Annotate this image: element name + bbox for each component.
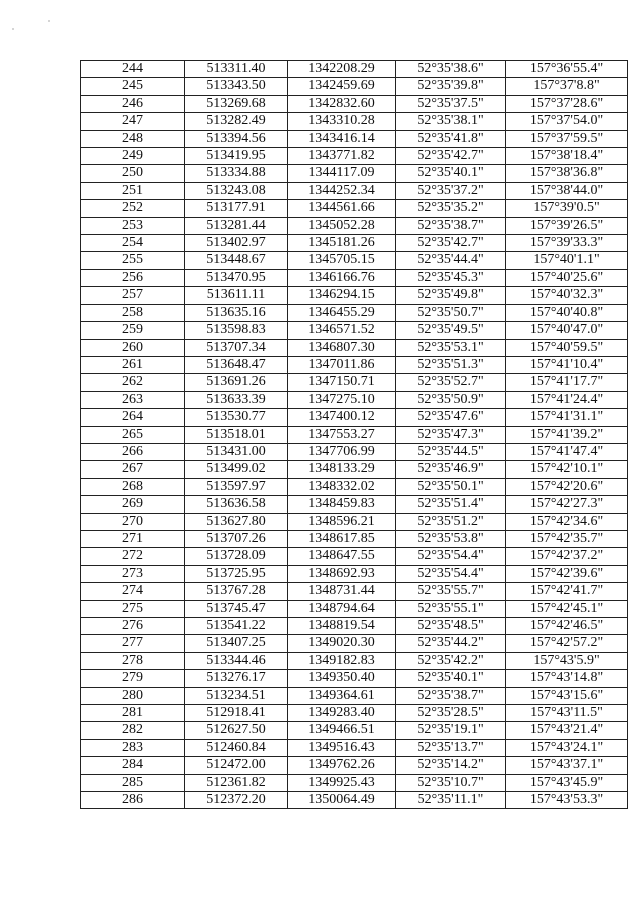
latitude-cell: 52°35'40.1"	[396, 670, 506, 687]
table-row	[81, 722, 628, 739]
latitude-cell: 52°35'44.4"	[396, 252, 506, 269]
latitude-cell: 52°35'51.4"	[396, 496, 506, 513]
table-row	[81, 374, 628, 391]
longitude-cell: 157°40'40.8"	[506, 304, 628, 321]
x-coordinate-cell: 513344.46	[185, 652, 288, 669]
point-number-cell: 279	[81, 670, 185, 687]
longitude-cell: 157°42'45.1"	[506, 600, 628, 617]
longitude-cell: 157°40'25.6"	[506, 269, 628, 286]
longitude-cell: 157°36'55.4"	[506, 61, 628, 78]
y-coordinate-cell: 1349466.51	[288, 722, 396, 739]
longitude-cell: 157°40'32.3"	[506, 287, 628, 304]
y-coordinate-cell: 1348133.29	[288, 461, 396, 478]
x-coordinate-cell: 512372.20	[185, 792, 288, 809]
y-coordinate-cell: 1347011.86	[288, 356, 396, 373]
y-coordinate-cell: 1349350.40	[288, 670, 396, 687]
latitude-cell: 52°35'46.9"	[396, 461, 506, 478]
latitude-cell: 52°35'28.5"	[396, 705, 506, 722]
table-row	[81, 461, 628, 478]
y-coordinate-cell: 1348459.83	[288, 496, 396, 513]
point-number-cell: 273	[81, 565, 185, 582]
table-row	[81, 496, 628, 513]
table-row	[81, 705, 628, 722]
y-coordinate-cell: 1350064.49	[288, 792, 396, 809]
point-number-cell: 269	[81, 496, 185, 513]
y-coordinate-cell: 1345181.26	[288, 235, 396, 252]
point-number-cell: 256	[81, 269, 185, 286]
latitude-cell: 52°35'53.1"	[396, 339, 506, 356]
longitude-cell: 157°43'37.1"	[506, 757, 628, 774]
x-coordinate-cell: 513633.39	[185, 391, 288, 408]
latitude-cell: 52°35'45.3"	[396, 269, 506, 286]
y-coordinate-cell: 1348794.64	[288, 600, 396, 617]
x-coordinate-cell: 513311.40	[185, 61, 288, 78]
y-coordinate-cell: 1344561.66	[288, 200, 396, 217]
point-number-cell: 249	[81, 148, 185, 165]
longitude-cell: 157°37'54.0"	[506, 113, 628, 130]
point-number-cell: 286	[81, 792, 185, 809]
y-coordinate-cell: 1347150.71	[288, 374, 396, 391]
point-number-cell: 271	[81, 530, 185, 547]
latitude-cell: 52°35'39.8"	[396, 78, 506, 95]
latitude-cell: 52°35'42.2"	[396, 652, 506, 669]
longitude-cell: 157°43'15.6"	[506, 687, 628, 704]
x-coordinate-cell: 513234.51	[185, 687, 288, 704]
latitude-cell: 52°35'38.1"	[396, 113, 506, 130]
x-coordinate-cell: 513281.44	[185, 217, 288, 234]
point-number-cell: 268	[81, 478, 185, 495]
table-row	[81, 287, 628, 304]
y-coordinate-cell: 1348596.21	[288, 513, 396, 530]
latitude-cell: 52°35'52.7"	[396, 374, 506, 391]
x-coordinate-cell: 513745.47	[185, 600, 288, 617]
longitude-cell: 157°43'53.3"	[506, 792, 628, 809]
latitude-cell: 52°35'51.3"	[396, 356, 506, 373]
x-coordinate-cell: 513243.08	[185, 182, 288, 199]
point-number-cell: 253	[81, 217, 185, 234]
point-number-cell: 255	[81, 252, 185, 269]
latitude-cell: 52°35'49.5"	[396, 322, 506, 339]
x-coordinate-cell: 513707.26	[185, 530, 288, 547]
point-number-cell: 275	[81, 600, 185, 617]
longitude-cell: 157°43'5.9"	[506, 652, 628, 669]
x-coordinate-cell: 513635.16	[185, 304, 288, 321]
latitude-cell: 52°35'35.2"	[396, 200, 506, 217]
longitude-cell: 157°42'35.7"	[506, 530, 628, 547]
x-coordinate-cell: 513648.47	[185, 356, 288, 373]
y-coordinate-cell: 1349762.26	[288, 757, 396, 774]
longitude-cell: 157°41'31.1"	[506, 409, 628, 426]
x-coordinate-cell: 513394.56	[185, 130, 288, 147]
x-coordinate-cell: 513448.67	[185, 252, 288, 269]
latitude-cell: 52°35'48.5"	[396, 618, 506, 635]
x-coordinate-cell: 513177.91	[185, 200, 288, 217]
x-coordinate-cell: 513470.95	[185, 269, 288, 286]
longitude-cell: 157°43'24.1"	[506, 739, 628, 756]
longitude-cell: 157°40'47.0"	[506, 322, 628, 339]
y-coordinate-cell: 1348617.85	[288, 530, 396, 547]
latitude-cell: 52°35'42.7"	[396, 235, 506, 252]
longitude-cell: 157°41'39.2"	[506, 426, 628, 443]
longitude-cell: 157°39'0.5"	[506, 200, 628, 217]
table-row	[81, 409, 628, 426]
x-coordinate-cell: 513598.83	[185, 322, 288, 339]
x-coordinate-cell: 512918.41	[185, 705, 288, 722]
point-number-cell: 284	[81, 757, 185, 774]
table-row	[81, 165, 628, 182]
longitude-cell: 157°42'39.6"	[506, 565, 628, 582]
longitude-cell: 157°42'10.1"	[506, 461, 628, 478]
longitude-cell: 157°38'18.4"	[506, 148, 628, 165]
latitude-cell: 52°35'53.8"	[396, 530, 506, 547]
table-row	[81, 583, 628, 600]
table-row	[81, 774, 628, 791]
longitude-cell: 157°42'57.2"	[506, 635, 628, 652]
longitude-cell: 157°40'59.5"	[506, 339, 628, 356]
longitude-cell: 157°38'44.0"	[506, 182, 628, 199]
table-row	[81, 356, 628, 373]
point-number-cell: 248	[81, 130, 185, 147]
table-row	[81, 548, 628, 565]
table-row	[81, 757, 628, 774]
y-coordinate-cell: 1348647.55	[288, 548, 396, 565]
point-number-cell: 250	[81, 165, 185, 182]
y-coordinate-cell: 1343416.14	[288, 130, 396, 147]
point-number-cell: 280	[81, 687, 185, 704]
latitude-cell: 52°35'55.1"	[396, 600, 506, 617]
table-row	[81, 130, 628, 147]
x-coordinate-cell: 512460.84	[185, 739, 288, 756]
longitude-cell: 157°39'33.3"	[506, 235, 628, 252]
point-number-cell: 264	[81, 409, 185, 426]
latitude-cell: 52°35'10.7"	[396, 774, 506, 791]
longitude-cell: 157°43'45.9"	[506, 774, 628, 791]
point-number-cell: 244	[81, 61, 185, 78]
point-number-cell: 257	[81, 287, 185, 304]
table-row	[81, 670, 628, 687]
longitude-cell: 157°42'34.6"	[506, 513, 628, 530]
latitude-cell: 52°35'51.2"	[396, 513, 506, 530]
table-row	[81, 269, 628, 286]
y-coordinate-cell: 1346455.29	[288, 304, 396, 321]
x-coordinate-cell: 513518.01	[185, 426, 288, 443]
table-row	[81, 322, 628, 339]
point-number-cell: 266	[81, 443, 185, 460]
longitude-cell: 157°42'27.3"	[506, 496, 628, 513]
table-row	[81, 113, 628, 130]
latitude-cell: 52°35'47.3"	[396, 426, 506, 443]
point-number-cell: 274	[81, 583, 185, 600]
table-row	[81, 513, 628, 530]
point-number-cell: 276	[81, 618, 185, 635]
point-number-cell: 263	[81, 391, 185, 408]
table-row	[81, 78, 628, 95]
y-coordinate-cell: 1349020.30	[288, 635, 396, 652]
latitude-cell: 52°35'50.7"	[396, 304, 506, 321]
latitude-cell: 52°35'41.8"	[396, 130, 506, 147]
point-number-cell: 270	[81, 513, 185, 530]
y-coordinate-cell: 1346807.30	[288, 339, 396, 356]
latitude-cell: 52°35'42.7"	[396, 148, 506, 165]
table-row	[81, 652, 628, 669]
y-coordinate-cell: 1345705.15	[288, 252, 396, 269]
longitude-cell: 157°41'17.7"	[506, 374, 628, 391]
point-number-cell: 258	[81, 304, 185, 321]
longitude-cell: 157°37'8.8"	[506, 78, 628, 95]
latitude-cell: 52°35'38.7"	[396, 687, 506, 704]
point-number-cell: 262	[81, 374, 185, 391]
y-coordinate-cell: 1349516.43	[288, 739, 396, 756]
latitude-cell: 52°35'13.7"	[396, 739, 506, 756]
x-coordinate-cell: 513636.58	[185, 496, 288, 513]
x-coordinate-cell: 513530.77	[185, 409, 288, 426]
y-coordinate-cell: 1347275.10	[288, 391, 396, 408]
y-coordinate-cell: 1346166.76	[288, 269, 396, 286]
longitude-cell: 157°37'28.6"	[506, 95, 628, 112]
y-coordinate-cell: 1349925.43	[288, 774, 396, 791]
y-coordinate-cell: 1348692.93	[288, 565, 396, 582]
latitude-cell: 52°35'54.4"	[396, 548, 506, 565]
point-number-cell: 261	[81, 356, 185, 373]
point-number-cell: 246	[81, 95, 185, 112]
y-coordinate-cell: 1346571.52	[288, 322, 396, 339]
table-row	[81, 565, 628, 582]
table-row	[81, 792, 628, 809]
longitude-cell: 157°43'11.5"	[506, 705, 628, 722]
y-coordinate-cell: 1346294.15	[288, 287, 396, 304]
longitude-cell: 157°42'20.6"	[506, 478, 628, 495]
latitude-cell: 52°35'54.4"	[396, 565, 506, 582]
y-coordinate-cell: 1348819.54	[288, 618, 396, 635]
latitude-cell: 52°35'44.2"	[396, 635, 506, 652]
point-number-cell: 277	[81, 635, 185, 652]
latitude-cell: 52°35'19.1"	[396, 722, 506, 739]
x-coordinate-cell: 513728.09	[185, 548, 288, 565]
longitude-cell: 157°41'47.4"	[506, 443, 628, 460]
y-coordinate-cell: 1343310.28	[288, 113, 396, 130]
table-row	[81, 148, 628, 165]
x-coordinate-cell: 513402.97	[185, 235, 288, 252]
longitude-cell: 157°41'10.4"	[506, 356, 628, 373]
x-coordinate-cell: 512627.50	[185, 722, 288, 739]
x-coordinate-cell: 513725.95	[185, 565, 288, 582]
x-coordinate-cell: 513627.80	[185, 513, 288, 530]
y-coordinate-cell: 1342208.29	[288, 61, 396, 78]
y-coordinate-cell: 1345052.28	[288, 217, 396, 234]
longitude-cell: 157°42'41.7"	[506, 583, 628, 600]
y-coordinate-cell: 1342459.69	[288, 78, 396, 95]
table-row	[81, 95, 628, 112]
latitude-cell: 52°35'55.7"	[396, 583, 506, 600]
longitude-cell: 157°42'37.2"	[506, 548, 628, 565]
x-coordinate-cell: 513407.25	[185, 635, 288, 652]
longitude-cell: 157°43'14.8"	[506, 670, 628, 687]
x-coordinate-cell: 513269.68	[185, 95, 288, 112]
point-number-cell: 260	[81, 339, 185, 356]
longitude-cell: 157°38'36.8"	[506, 165, 628, 182]
table-row	[81, 61, 628, 78]
table-row	[81, 600, 628, 617]
longitude-cell: 157°43'21.4"	[506, 722, 628, 739]
table-row	[81, 182, 628, 199]
y-coordinate-cell: 1342832.60	[288, 95, 396, 112]
x-coordinate-cell: 512472.00	[185, 757, 288, 774]
longitude-cell: 157°40'1.1"	[506, 252, 628, 269]
y-coordinate-cell: 1347400.12	[288, 409, 396, 426]
table-row	[81, 635, 628, 652]
y-coordinate-cell: 1343771.82	[288, 148, 396, 165]
table-row	[81, 235, 628, 252]
point-number-cell: 285	[81, 774, 185, 791]
x-coordinate-cell: 513767.28	[185, 583, 288, 600]
latitude-cell: 52°35'40.1"	[396, 165, 506, 182]
y-coordinate-cell: 1349182.83	[288, 652, 396, 669]
table-row	[81, 426, 628, 443]
point-number-cell: 265	[81, 426, 185, 443]
table-row	[81, 618, 628, 635]
y-coordinate-cell: 1347553.27	[288, 426, 396, 443]
latitude-cell: 52°35'50.9"	[396, 391, 506, 408]
table-row	[81, 304, 628, 321]
table-row	[81, 217, 628, 234]
y-coordinate-cell: 1349364.61	[288, 687, 396, 704]
longitude-cell: 157°42'46.5"	[506, 618, 628, 635]
x-coordinate-cell: 513276.17	[185, 670, 288, 687]
latitude-cell: 52°35'44.5"	[396, 443, 506, 460]
x-coordinate-cell: 513499.02	[185, 461, 288, 478]
y-coordinate-cell: 1349283.40	[288, 705, 396, 722]
y-coordinate-cell: 1344252.34	[288, 182, 396, 199]
point-number-cell: 282	[81, 722, 185, 739]
longitude-cell: 157°37'59.5"	[506, 130, 628, 147]
point-number-cell: 278	[81, 652, 185, 669]
x-coordinate-cell: 513419.95	[185, 148, 288, 165]
x-coordinate-cell: 513541.22	[185, 618, 288, 635]
latitude-cell: 52°35'37.5"	[396, 95, 506, 112]
table-row	[81, 530, 628, 547]
point-number-cell: 272	[81, 548, 185, 565]
x-coordinate-cell: 513431.00	[185, 443, 288, 460]
table-row	[81, 339, 628, 356]
table-row	[81, 687, 628, 704]
y-coordinate-cell: 1347706.99	[288, 443, 396, 460]
point-number-cell: 251	[81, 182, 185, 199]
coordinates-table-body	[81, 61, 628, 809]
x-coordinate-cell: 513707.34	[185, 339, 288, 356]
table-row	[81, 739, 628, 756]
x-coordinate-cell: 513611.11	[185, 287, 288, 304]
longitude-cell: 157°41'24.4"	[506, 391, 628, 408]
x-coordinate-cell: 513597.97	[185, 478, 288, 495]
x-coordinate-cell: 513343.50	[185, 78, 288, 95]
scan-artifact-marks	[12, 20, 62, 40]
table-row	[81, 200, 628, 217]
latitude-cell: 52°35'37.2"	[396, 182, 506, 199]
latitude-cell: 52°35'11.1"	[396, 792, 506, 809]
latitude-cell: 52°35'49.8"	[396, 287, 506, 304]
x-coordinate-cell: 513282.49	[185, 113, 288, 130]
point-number-cell: 245	[81, 78, 185, 95]
table-row	[81, 443, 628, 460]
y-coordinate-cell: 1344117.09	[288, 165, 396, 182]
x-coordinate-cell: 513691.26	[185, 374, 288, 391]
table-row	[81, 478, 628, 495]
longitude-cell: 157°39'26.5"	[506, 217, 628, 234]
y-coordinate-cell: 1348731.44	[288, 583, 396, 600]
coordinates-table	[80, 60, 628, 809]
point-number-cell: 254	[81, 235, 185, 252]
latitude-cell: 52°35'38.6"	[396, 61, 506, 78]
point-number-cell: 252	[81, 200, 185, 217]
latitude-cell: 52°35'50.1"	[396, 478, 506, 495]
latitude-cell: 52°35'14.2"	[396, 757, 506, 774]
latitude-cell: 52°35'38.7"	[396, 217, 506, 234]
table-row	[81, 391, 628, 408]
point-number-cell: 281	[81, 705, 185, 722]
y-coordinate-cell: 1348332.02	[288, 478, 396, 495]
point-number-cell: 267	[81, 461, 185, 478]
point-number-cell: 259	[81, 322, 185, 339]
x-coordinate-cell: 512361.82	[185, 774, 288, 791]
table-row	[81, 252, 628, 269]
x-coordinate-cell: 513334.88	[185, 165, 288, 182]
point-number-cell: 283	[81, 739, 185, 756]
latitude-cell: 52°35'47.6"	[396, 409, 506, 426]
point-number-cell: 247	[81, 113, 185, 130]
